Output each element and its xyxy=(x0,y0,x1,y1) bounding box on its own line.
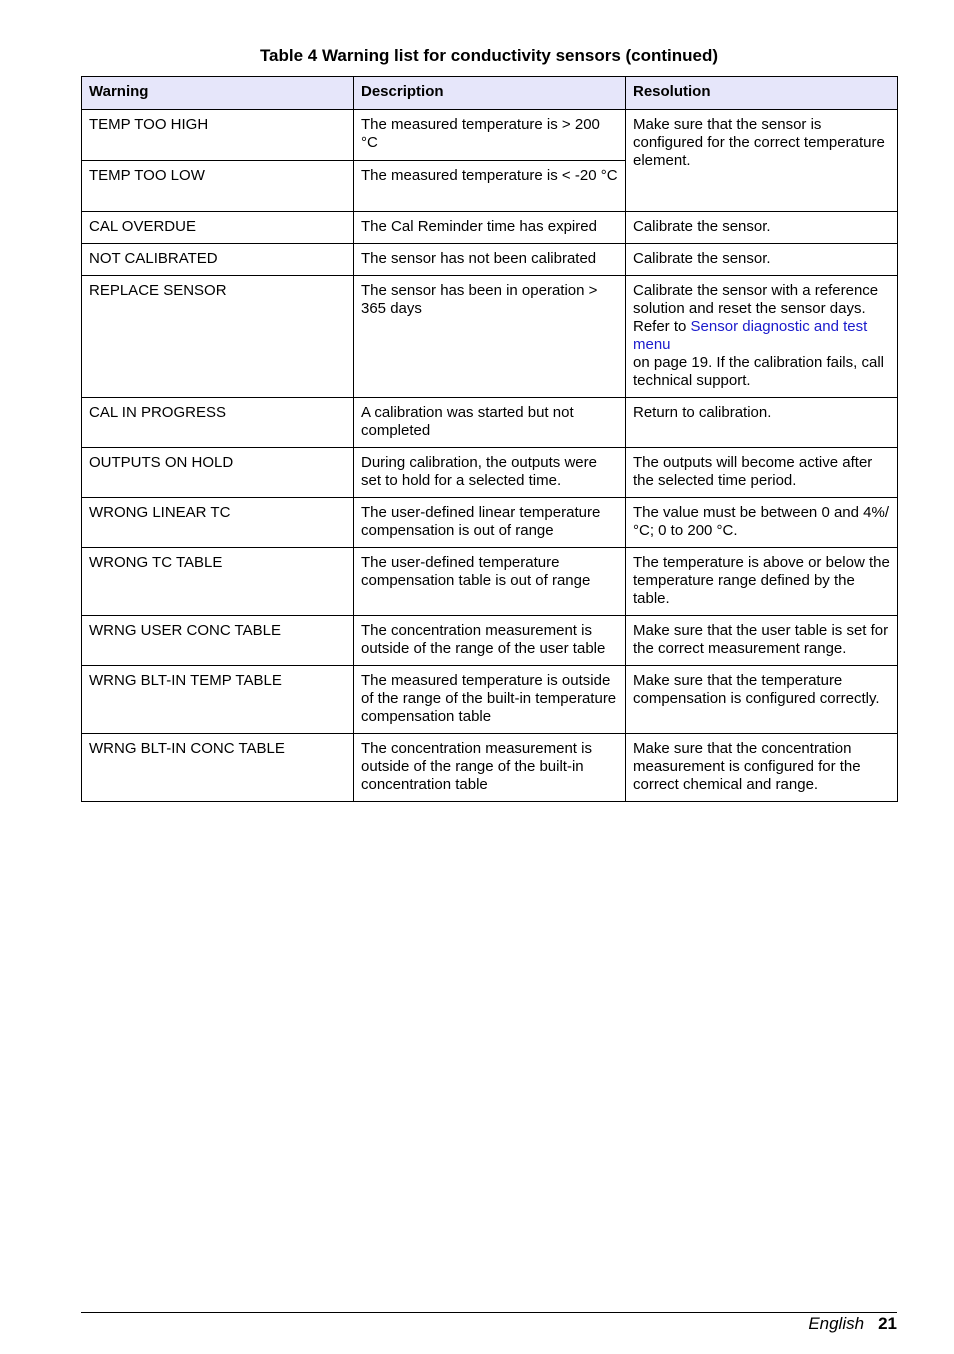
table-header-row xyxy=(82,77,898,110)
warning-table xyxy=(81,76,898,802)
description-cell: The sensor has been in operation > 365 days xyxy=(354,276,626,398)
resolution-text: Calibrate the sensor with a reference solution and reset the sensor days. Refer to xyxy=(633,282,879,335)
table-row xyxy=(82,276,898,398)
description-cell: The user-defined temperature compensation table is out of range xyxy=(354,548,626,616)
resolution-cell xyxy=(626,276,898,398)
resolution-cell: Calibrate the sensor. xyxy=(626,244,898,276)
table-row xyxy=(82,398,898,448)
warning-cell: CAL IN PROGRESS xyxy=(82,398,354,448)
description-cell: The Cal Reminder time has expired xyxy=(354,212,626,244)
header-resolution: Resolution xyxy=(626,77,898,110)
resolution-cell: Make sure that the concentration measurement is configured for the correct chemical and range. xyxy=(626,734,898,802)
sensor-diagnostic-link[interactable]: Sensor diagnostic and test menu xyxy=(633,318,868,353)
warning-cell: WRONG TC TABLE xyxy=(82,548,354,616)
resolution-text: on page 19. If the calibration fails, call technical support. xyxy=(633,354,884,389)
header-description: Description xyxy=(354,77,626,110)
resolution-cell: Make sure that the sensor is configured for the correct temperature element. xyxy=(626,110,898,212)
table-row xyxy=(82,666,898,734)
table-row xyxy=(82,244,898,276)
description-cell: The measured temperature is < -20 °C xyxy=(354,161,626,212)
table-row xyxy=(82,498,898,548)
resolution-cell: Return to calibration. xyxy=(626,398,898,448)
resolution-cell: The outputs will become active after the selected time period. xyxy=(626,448,898,498)
header-warning: Warning xyxy=(82,77,354,110)
warning-cell: WRNG BLT-IN CONC TABLE xyxy=(82,734,354,802)
description-cell: The user-defined linear temperature compensation is out of range xyxy=(354,498,626,548)
page-footer xyxy=(808,1313,897,1335)
table-row xyxy=(82,616,898,666)
resolution-cell: Make sure that the temperature compensation is configured correctly. xyxy=(626,666,898,734)
table-row xyxy=(82,734,898,802)
warning-cell: WRNG USER CONC TABLE xyxy=(82,616,354,666)
warning-cell: NOT CALIBRATED xyxy=(82,244,354,276)
table-row xyxy=(82,548,898,616)
footer-divider xyxy=(81,1312,897,1313)
warning-cell: WRNG BLT-IN TEMP TABLE xyxy=(82,666,354,734)
table-row xyxy=(82,212,898,244)
resolution-cell: Make sure that the user table is set for the correct measurement range. xyxy=(626,616,898,666)
warning-cell: OUTPUTS ON HOLD xyxy=(82,448,354,498)
description-cell: During calibration, the outputs were set to hold for a selected time. xyxy=(354,448,626,498)
warning-cell: CAL OVERDUE xyxy=(82,212,354,244)
table-row xyxy=(82,448,898,498)
description-cell: The concentration measurement is outside of the range of the user table xyxy=(354,616,626,666)
warning-cell: WRONG LINEAR TC xyxy=(82,498,354,548)
table-caption: Table 4 Warning list for conductivity sensors (continued) xyxy=(259,46,719,65)
warning-cell: TEMP TOO HIGH xyxy=(82,110,354,161)
warning-cell: TEMP TOO LOW xyxy=(82,161,354,212)
warning-cell: REPLACE SENSOR xyxy=(82,276,354,398)
description-cell: A calibration was started but not completed xyxy=(354,398,626,448)
page-number: 21 xyxy=(878,1314,897,1333)
description-cell: The sensor has not been calibrated xyxy=(354,244,626,276)
description-cell: The concentration measurement is outside of the range of the built-in concentration table xyxy=(354,734,626,802)
resolution-cell: The value must be between 0 and 4%/°C; 0 to 200 °C. xyxy=(626,498,898,548)
footer-language: English xyxy=(808,1314,865,1333)
table-row xyxy=(82,110,898,161)
description-cell: The measured temperature is outside of the range of the built-in temperature compensation table xyxy=(354,666,626,734)
description-cell: The measured temperature is > 200 °C xyxy=(354,110,626,161)
resolution-cell: The temperature is above or below the temperature range defined by the table. xyxy=(626,548,898,616)
resolution-cell: Calibrate the sensor. xyxy=(626,212,898,244)
